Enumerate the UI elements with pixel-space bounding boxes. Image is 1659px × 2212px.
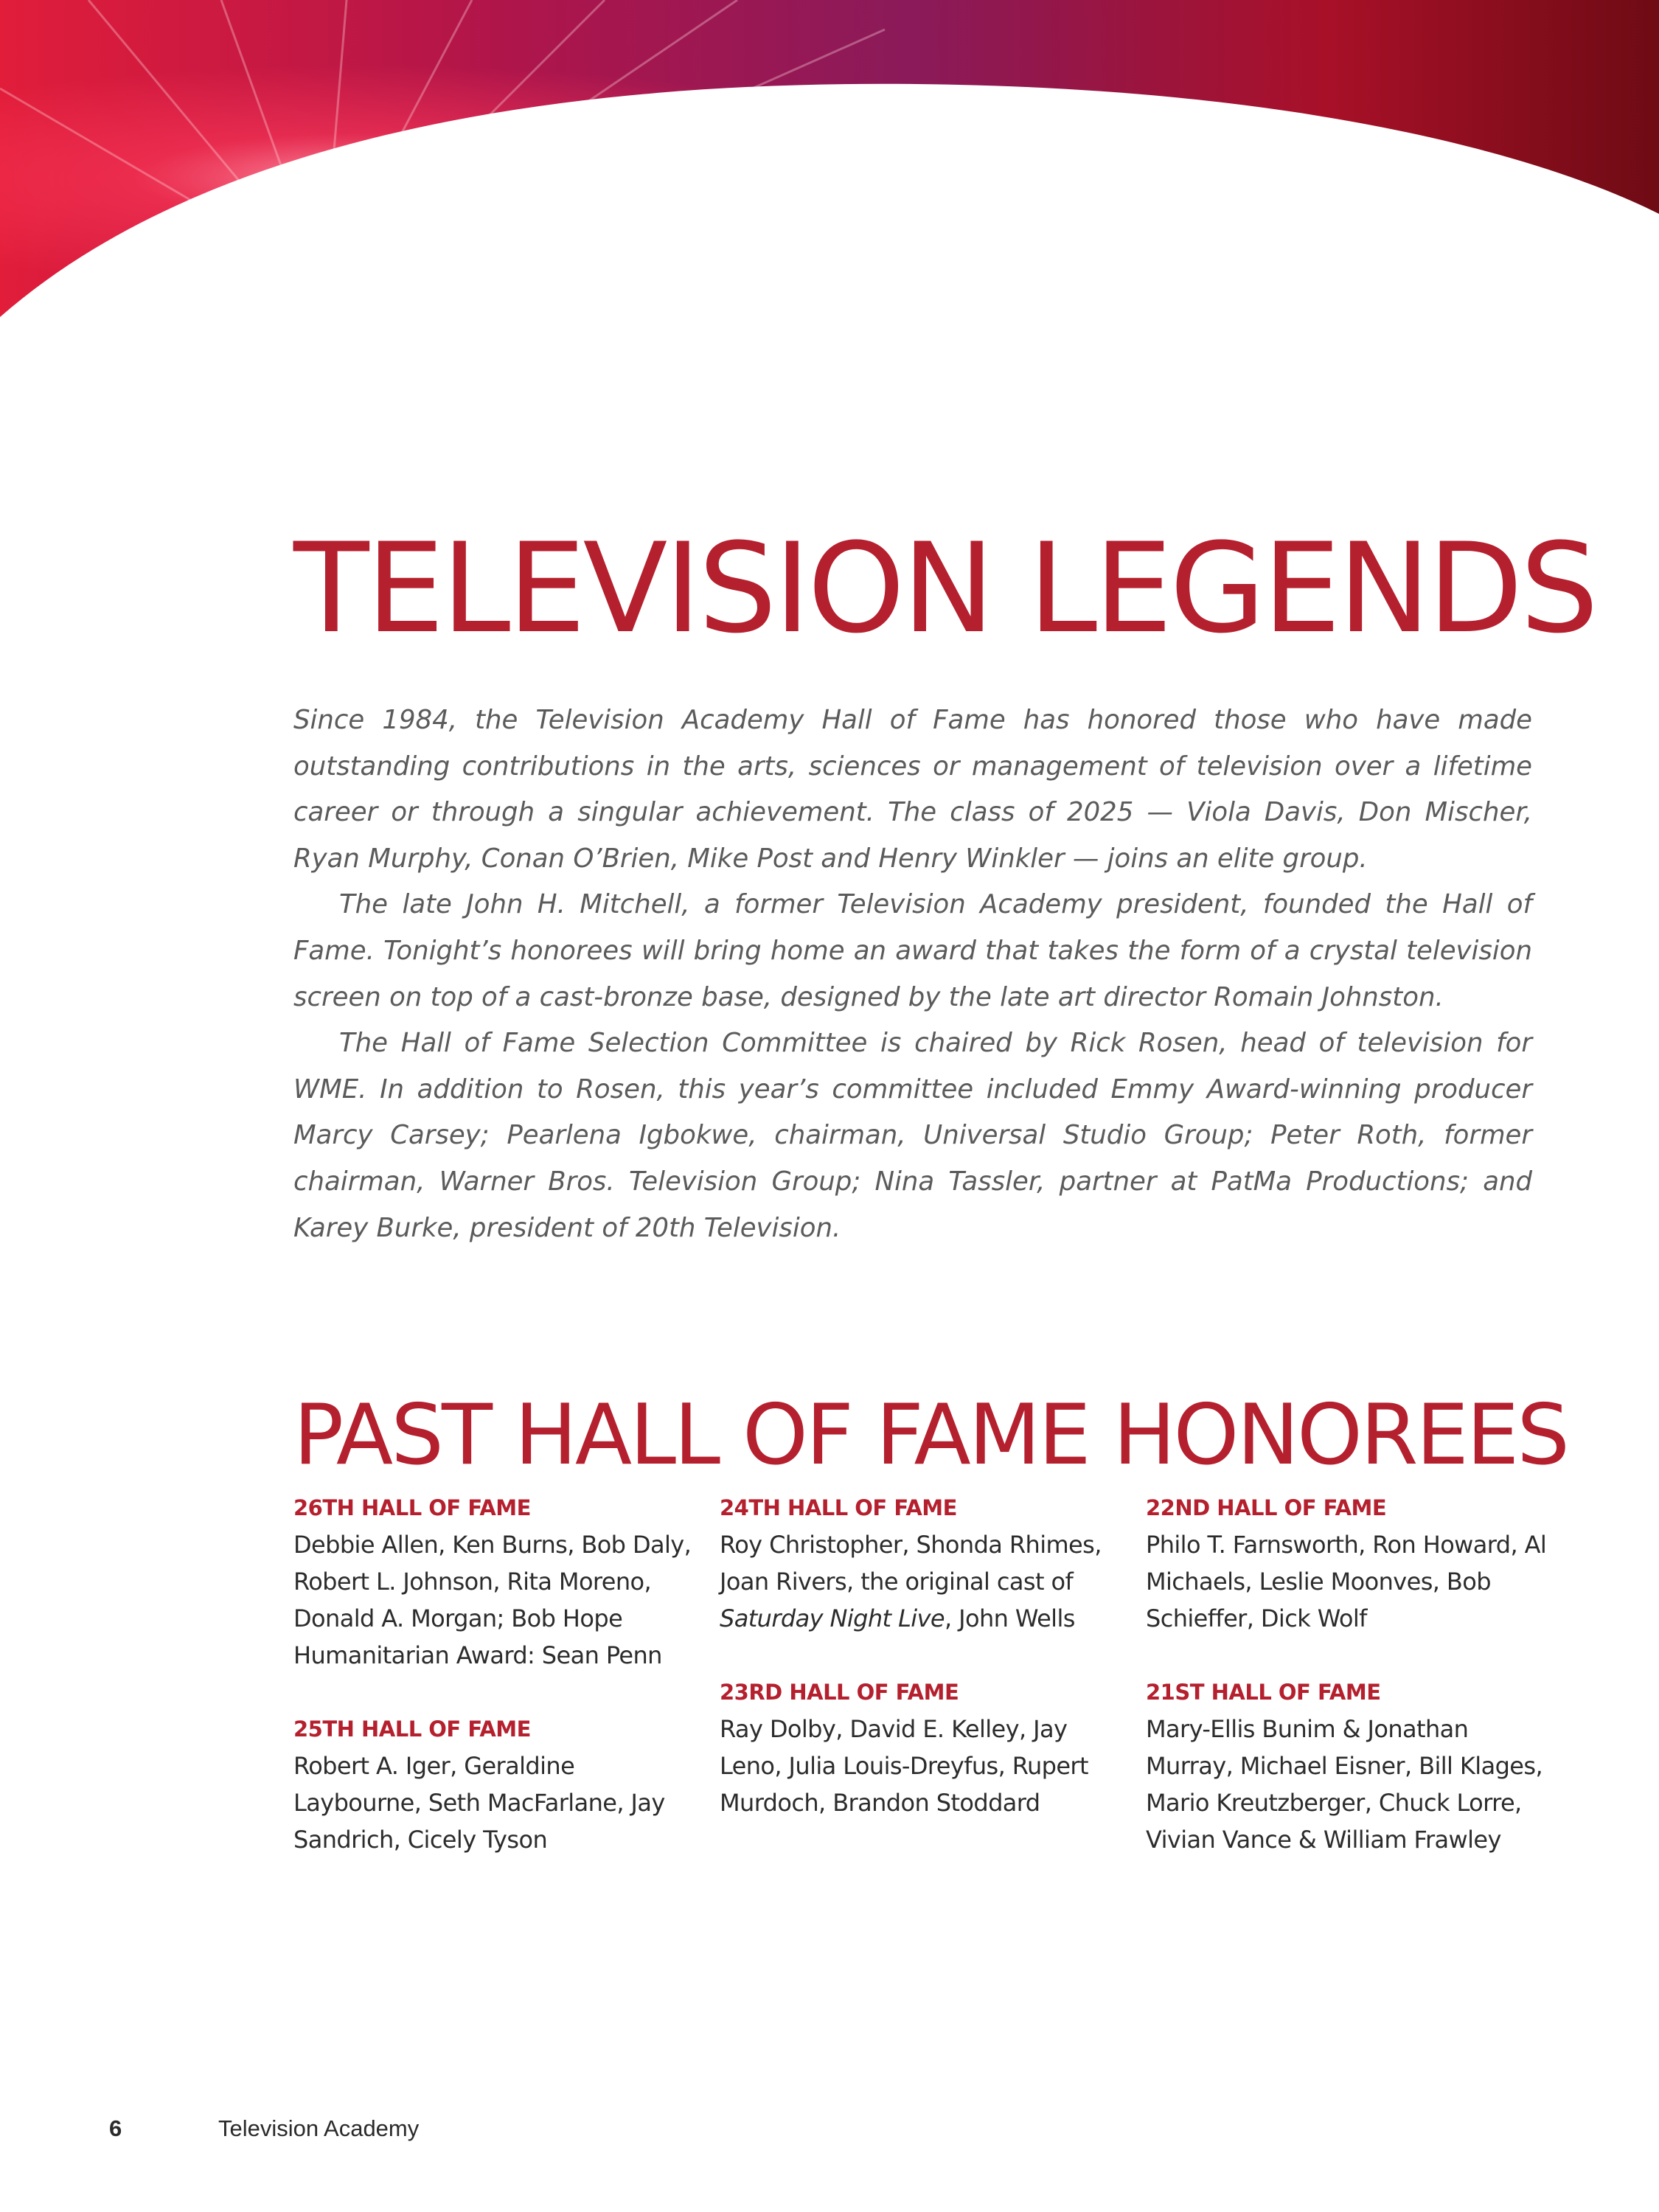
hall-of-fame-25: [293, 1711, 706, 1858]
hall-of-fame-names: Ray Dolby, David E. Kelley, Jay Leno, Julia Louis-Dreyfus, Rupert Murdoch, Brandon Stoddard: [720, 1715, 1088, 1817]
names-text: , John Wells: [945, 1604, 1075, 1632]
honorees-column-2: [720, 1489, 1133, 1858]
intro-paragraph-3: The Hall of Fame Selection Committee is chaired by Rick Rosen, head of television for WME. In addition to Rosen, this year’s committee included Emmy Award-winning producer Marcy Carsey; Pearlena Igbokwe, chairman, Universal Studio Group; Peter Roth, former chairman, Warner Bros. Television Group; Nina Tassler, partner at PatMa Productions; and Karey Burke, president of 20th Television.: [293, 1028, 1532, 1243]
hall-of-fame-heading: 26TH HALL OF FAME: [293, 1495, 531, 1520]
hall-of-fame-21: [1146, 1674, 1559, 1858]
show-title: Saturday Night Live: [720, 1604, 945, 1632]
hall-of-fame-heading: 22ND HALL OF FAME: [1146, 1495, 1387, 1520]
intro-paragraph-2: The late John H. Mitchell, a former Television Academy president, founded the Hall of Fame. Tonight’s honorees will bring home an award that takes the form of a crystal television screen on top of a cast-bronze base, designed by the late art director Romain Johnston.: [293, 889, 1532, 1012]
hall-of-fame-22: [1146, 1489, 1559, 1637]
hall-of-fame-heading: 23RD HALL OF FAME: [720, 1680, 959, 1705]
header-banner: [0, 0, 1659, 413]
names-text: Roy Christopher, Shonda Rhimes, Joan Rivers, the original cast of: [720, 1531, 1102, 1596]
hall-of-fame-names: Philo T. Farnsworth, Ron Howard, Al Michaels, Leslie Moonves, Bob Schieffer, Dick Wolf: [1146, 1531, 1547, 1632]
past-honorees-title: PAST HALL OF FAME HONOREES: [293, 1386, 1568, 1484]
hall-of-fame-23: [720, 1674, 1133, 1821]
honorees-column-1: [293, 1489, 706, 1895]
publication-name: Television Academy: [218, 2115, 420, 2141]
page-number: 6: [109, 2115, 122, 2141]
intro-text: [293, 698, 1532, 1251]
hall-of-fame-24: [720, 1489, 1133, 1637]
page-title: TELEVISION LEGENDS: [293, 516, 1596, 661]
hall-of-fame-heading: 21ST HALL OF FAME: [1146, 1680, 1381, 1705]
hall-of-fame-names: Robert A. Iger, Geraldine Laybourne, Seth MacFarlane, Jay Sandrich, Cicely Tyson: [293, 1752, 665, 1854]
hall-of-fame-names: Debbie Allen, Ken Burns, Bob Daly, Robert L. Johnson, Rita Moreno, Donald A. Morgan; Bob Hope Humanitarian Award: Sean Penn: [293, 1531, 692, 1669]
hall-of-fame-heading: 24TH HALL OF FAME: [720, 1495, 957, 1520]
intro-paragraph-1: Since 1984, the Television Academy Hall of Fame has honored those who have made outstanding contributions in the arts, sciences or management of television over a lifetime career or through a singular achievement. The class of 2025 — Viola Davis, Don Mischer, Ryan Murphy, Conan O’Brien, Mike Post and Henry Winkler — joins an elite group.: [293, 705, 1532, 874]
honorees-column-3: [1146, 1489, 1559, 1895]
hall-of-fame-names: [720, 1526, 1133, 1637]
hall-of-fame-heading: 25TH HALL OF FAME: [293, 1717, 531, 1742]
hall-of-fame-26: [293, 1489, 706, 1674]
hall-of-fame-names: Mary-Ellis Bunim & Jonathan Murray, Michael Eisner, Bill Klages, Mario Kreutzberger, Chuck Lorre, Vivian Vance & William Frawley: [1146, 1715, 1543, 1854]
